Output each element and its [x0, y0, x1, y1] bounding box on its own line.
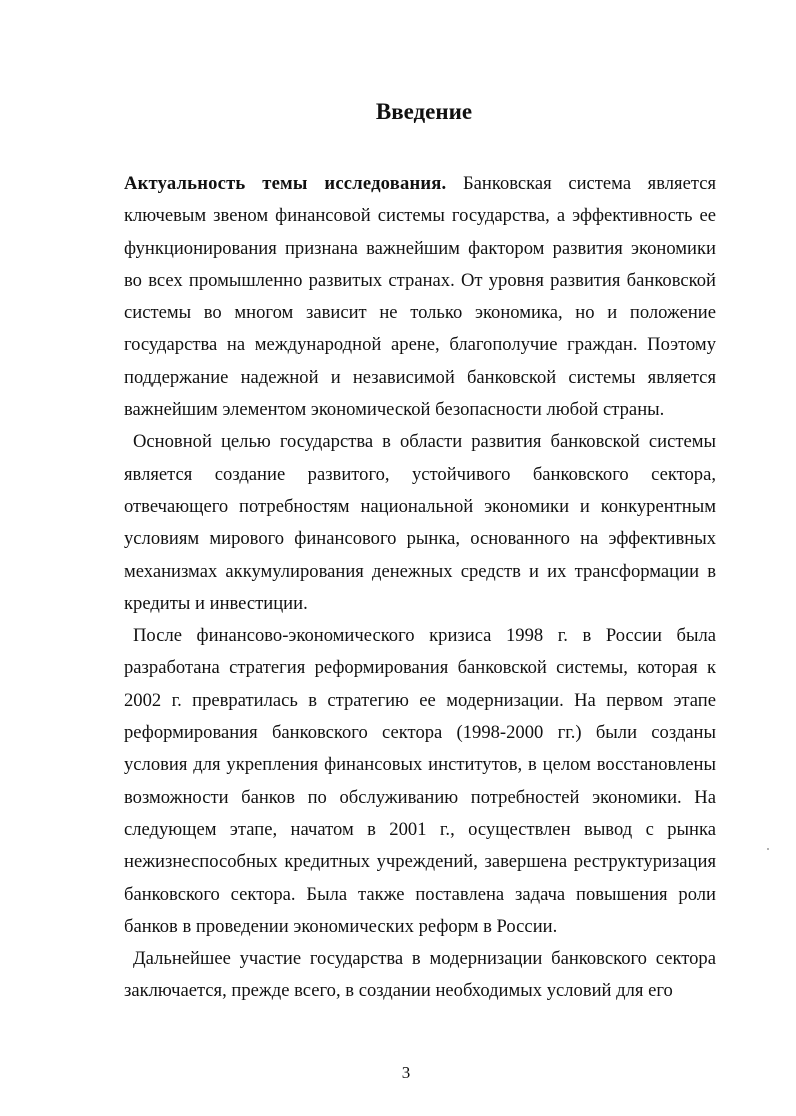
paragraph-3: После финансово-экономического кризиса 1998 г. в России была разработана стратегия реформирования банковской системы, которая к 2002 г. превратилась в стратегию ее модернизации. На первом этапе реформирования банковского сектора (1998-2000 гг.) были созданы условия для укрепления финансовых институтов, в целом восстановлены возможности банков по обслуживанию потребностей экономики. На следующем этапе, начатом в 2001 г., осуществлен вывод с рынка нежизнеспособных кредитных учреждений, завершена реструктуризация банковского сектора. Была также поставлена задача повышения роли банков в проведении экономических реформ в России. — [124, 625, 716, 937]
page-number: 3 — [401, 1063, 411, 1082]
document-body — [124, 168, 716, 1008]
paragraph-lead: Актуальность темы исследования. — [124, 173, 447, 194]
paragraph-4: Дальнейшее участие государства в модернизации банковского сектора заключается, прежде всего, в создании необходимых условий для его — [124, 948, 716, 1002]
page-title: Введение — [375, 99, 473, 124]
scan-speck — [767, 848, 769, 850]
paragraph-2: Основной целью государства в области развития банковской системы является создание развитого, устойчивого банковского сектора, отвечающего потребностям национальной экономики и конкурентным условиям мирового финансового рынка, основанного на эффективных механизмах аккумулирования денежных средств и их трансформации в кредиты и инвестиции. — [124, 431, 716, 614]
paragraph-1 — [124, 168, 716, 426]
paragraph-text: Банковская система является ключевым звеном финансовой системы государства, а эффективность ее функционирования признана важнейшим фактором развития экономики во всех промышленно развитых странах. От уровня развития банковской системы во многом зависит не только экономика, но и положение государства на международной арене, благополучие граждан. Поэтому поддержание надежной и независимой банковской системы является важнейшим элементом экономической безопасности любой страны. — [124, 173, 716, 421]
